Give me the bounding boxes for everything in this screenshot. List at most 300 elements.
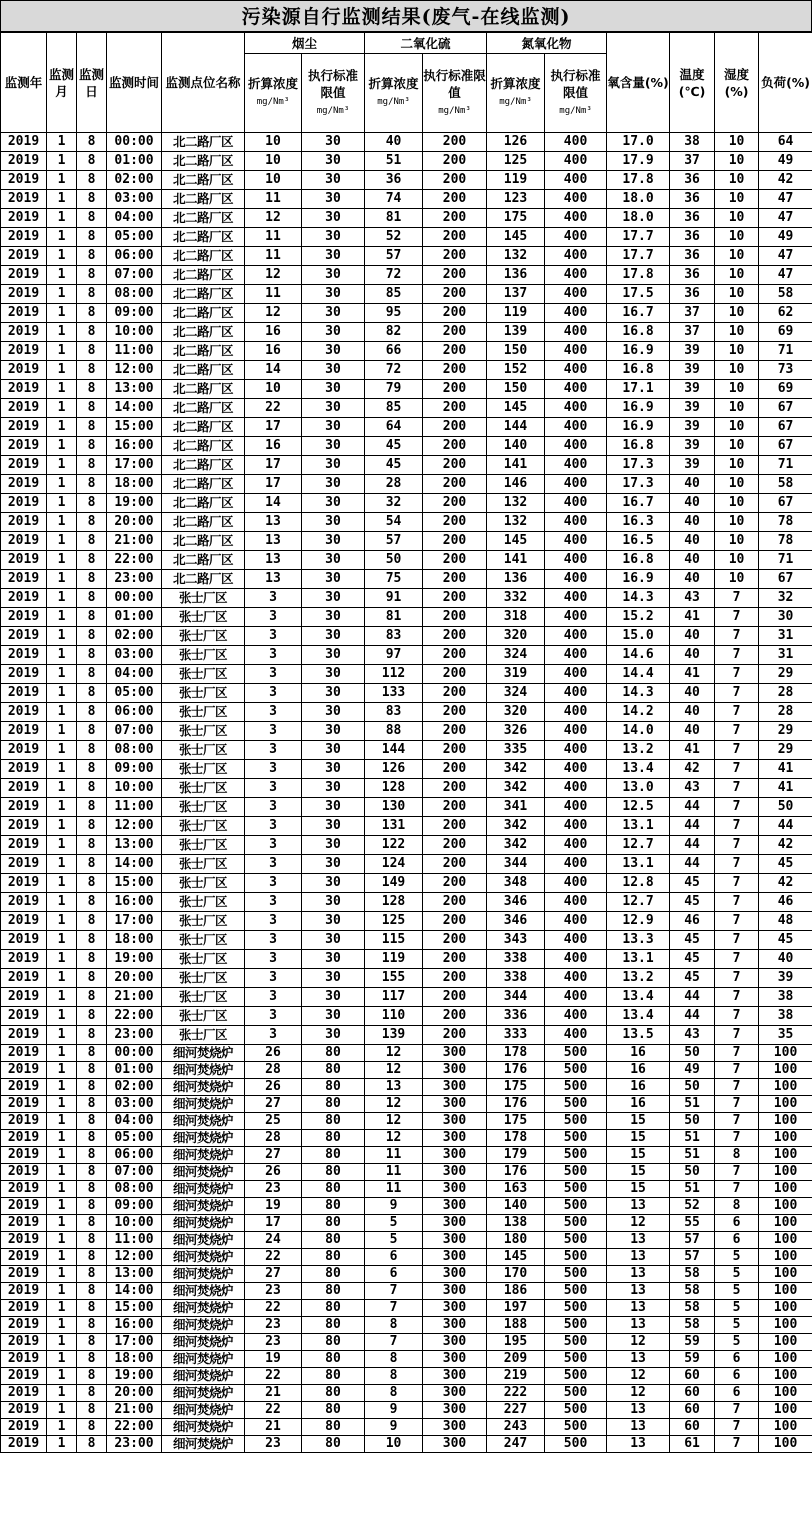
cell-day: 8 bbox=[77, 551, 107, 570]
cell-site: 张士厂区 bbox=[162, 1007, 245, 1026]
cell-oxygen: 16.9 bbox=[607, 570, 670, 589]
cell-nox-conv: 320 bbox=[487, 627, 545, 646]
cell-smoke-limit: 80 bbox=[302, 1045, 365, 1062]
cell-month: 1 bbox=[47, 247, 77, 266]
cell-smoke-conv: 16 bbox=[245, 342, 302, 361]
cell-load: 100 bbox=[759, 1385, 812, 1402]
cell-day: 8 bbox=[77, 855, 107, 874]
cell-year: 2019 bbox=[1, 760, 47, 779]
cell-humid: 10 bbox=[715, 570, 759, 589]
cell-nox-conv: 138 bbox=[487, 1215, 545, 1232]
cell-nox-conv: 139 bbox=[487, 323, 545, 342]
cell-month: 1 bbox=[47, 703, 77, 722]
cell-smoke-conv: 22 bbox=[245, 399, 302, 418]
cell-nox-conv: 326 bbox=[487, 722, 545, 741]
cell-month: 1 bbox=[47, 171, 77, 190]
cell-nox-limit: 500 bbox=[545, 1164, 607, 1181]
cell-month: 1 bbox=[47, 646, 77, 665]
cell-time: 03:00 bbox=[107, 190, 162, 209]
cell-nox-limit: 500 bbox=[545, 1283, 607, 1300]
header-so2-conv: 折算浓度 mg/Nm³ bbox=[365, 54, 423, 133]
cell-load: 100 bbox=[759, 1215, 812, 1232]
cell-so2-limit: 300 bbox=[423, 1317, 487, 1334]
cell-humid: 5 bbox=[715, 1317, 759, 1334]
cell-so2-limit: 200 bbox=[423, 646, 487, 665]
table-row bbox=[1, 494, 812, 513]
cell-load: 44 bbox=[759, 817, 812, 836]
cell-site: 北二路厂区 bbox=[162, 133, 245, 152]
cell-so2-limit: 200 bbox=[423, 931, 487, 950]
cell-oxygen: 13.2 bbox=[607, 741, 670, 760]
cell-humid: 10 bbox=[715, 475, 759, 494]
cell-time: 05:00 bbox=[107, 228, 162, 247]
cell-smoke-limit: 30 bbox=[302, 171, 365, 190]
cell-day: 8 bbox=[77, 874, 107, 893]
cell-humid: 10 bbox=[715, 190, 759, 209]
table-row bbox=[1, 589, 812, 608]
cell-month: 1 bbox=[47, 1079, 77, 1096]
cell-smoke-conv: 14 bbox=[245, 361, 302, 380]
cell-temp: 58 bbox=[670, 1300, 715, 1317]
cell-smoke-limit: 80 bbox=[302, 1198, 365, 1215]
cell-day: 8 bbox=[77, 532, 107, 551]
cell-site: 细河焚烧炉 bbox=[162, 1283, 245, 1300]
cell-smoke-limit: 80 bbox=[302, 1266, 365, 1283]
cell-oxygen: 13.0 bbox=[607, 779, 670, 798]
cell-temp: 58 bbox=[670, 1266, 715, 1283]
cell-humid: 7 bbox=[715, 1079, 759, 1096]
cell-smoke-limit: 30 bbox=[302, 247, 365, 266]
cell-month: 1 bbox=[47, 741, 77, 760]
cell-humid: 10 bbox=[715, 380, 759, 399]
cell-nox-limit: 500 bbox=[545, 1249, 607, 1266]
cell-smoke-conv: 17 bbox=[245, 1215, 302, 1232]
cell-load: 69 bbox=[759, 323, 812, 342]
cell-year: 2019 bbox=[1, 361, 47, 380]
cell-oxygen: 16.8 bbox=[607, 437, 670, 456]
cell-nox-conv: 197 bbox=[487, 1300, 545, 1317]
cell-month: 1 bbox=[47, 1283, 77, 1300]
cell-month: 1 bbox=[47, 874, 77, 893]
cell-load: 100 bbox=[759, 1096, 812, 1113]
cell-so2-conv: 9 bbox=[365, 1419, 423, 1436]
cell-month: 1 bbox=[47, 361, 77, 380]
cell-smoke-limit: 30 bbox=[302, 361, 365, 380]
cell-month: 1 bbox=[47, 931, 77, 950]
cell-temp: 40 bbox=[670, 475, 715, 494]
cell-year: 2019 bbox=[1, 874, 47, 893]
table-row bbox=[1, 1436, 812, 1453]
table-row bbox=[1, 380, 812, 399]
cell-humid: 10 bbox=[715, 342, 759, 361]
cell-humid: 10 bbox=[715, 437, 759, 456]
cell-humid: 6 bbox=[715, 1215, 759, 1232]
cell-time: 14:00 bbox=[107, 399, 162, 418]
cell-smoke-limit: 80 bbox=[302, 1402, 365, 1419]
cell-smoke-conv: 22 bbox=[245, 1402, 302, 1419]
cell-nox-conv: 144 bbox=[487, 418, 545, 437]
cell-humid: 7 bbox=[715, 1026, 759, 1045]
cell-year: 2019 bbox=[1, 266, 47, 285]
cell-temp: 40 bbox=[670, 703, 715, 722]
cell-smoke-conv: 22 bbox=[245, 1368, 302, 1385]
cell-year: 2019 bbox=[1, 1419, 47, 1436]
cell-nox-limit: 500 bbox=[545, 1266, 607, 1283]
header-humid: 湿度(%) bbox=[715, 33, 759, 133]
cell-day: 8 bbox=[77, 171, 107, 190]
cell-oxygen: 13.1 bbox=[607, 855, 670, 874]
cell-so2-limit: 300 bbox=[423, 1232, 487, 1249]
cell-so2-limit: 200 bbox=[423, 532, 487, 551]
cell-load: 69 bbox=[759, 380, 812, 399]
cell-nox-conv: 243 bbox=[487, 1419, 545, 1436]
cell-smoke-conv: 22 bbox=[245, 1249, 302, 1266]
cell-oxygen: 16.8 bbox=[607, 323, 670, 342]
cell-site: 北二路厂区 bbox=[162, 209, 245, 228]
cell-site: 北二路厂区 bbox=[162, 152, 245, 171]
cell-load: 67 bbox=[759, 437, 812, 456]
cell-load: 42 bbox=[759, 171, 812, 190]
cell-load: 47 bbox=[759, 190, 812, 209]
cell-site: 张士厂区 bbox=[162, 931, 245, 950]
cell-temp: 51 bbox=[670, 1130, 715, 1147]
cell-month: 1 bbox=[47, 551, 77, 570]
cell-day: 8 bbox=[77, 779, 107, 798]
cell-load: 28 bbox=[759, 703, 812, 722]
table-row bbox=[1, 437, 812, 456]
cell-day: 8 bbox=[77, 285, 107, 304]
cell-so2-conv: 57 bbox=[365, 532, 423, 551]
cell-smoke-limit: 30 bbox=[302, 741, 365, 760]
cell-humid: 7 bbox=[715, 798, 759, 817]
cell-load: 100 bbox=[759, 1249, 812, 1266]
cell-day: 8 bbox=[77, 380, 107, 399]
cell-time: 08:00 bbox=[107, 1181, 162, 1198]
cell-nox-conv: 123 bbox=[487, 190, 545, 209]
cell-site: 张士厂区 bbox=[162, 950, 245, 969]
cell-so2-conv: 72 bbox=[365, 266, 423, 285]
cell-site: 张士厂区 bbox=[162, 627, 245, 646]
cell-year: 2019 bbox=[1, 209, 47, 228]
cell-load: 45 bbox=[759, 855, 812, 874]
cell-load: 100 bbox=[759, 1419, 812, 1436]
header-load: 负荷(%) bbox=[759, 33, 812, 133]
cell-nox-limit: 400 bbox=[545, 684, 607, 703]
table-row bbox=[1, 684, 812, 703]
cell-temp: 40 bbox=[670, 684, 715, 703]
cell-humid: 7 bbox=[715, 608, 759, 627]
cell-time: 04:00 bbox=[107, 1113, 162, 1130]
cell-year: 2019 bbox=[1, 665, 47, 684]
cell-temp: 41 bbox=[670, 741, 715, 760]
cell-nox-limit: 400 bbox=[545, 627, 607, 646]
cell-month: 1 bbox=[47, 798, 77, 817]
cell-month: 1 bbox=[47, 760, 77, 779]
cell-temp: 39 bbox=[670, 361, 715, 380]
cell-humid: 7 bbox=[715, 1113, 759, 1130]
cell-smoke-limit: 30 bbox=[302, 152, 365, 171]
cell-so2-limit: 200 bbox=[423, 779, 487, 798]
cell-smoke-conv: 27 bbox=[245, 1147, 302, 1164]
cell-temp: 36 bbox=[670, 266, 715, 285]
cell-year: 2019 bbox=[1, 1045, 47, 1062]
cell-temp: 44 bbox=[670, 836, 715, 855]
cell-humid: 10 bbox=[715, 418, 759, 437]
cell-year: 2019 bbox=[1, 912, 47, 931]
cell-smoke-conv: 10 bbox=[245, 171, 302, 190]
cell-smoke-conv: 11 bbox=[245, 285, 302, 304]
cell-load: 67 bbox=[759, 570, 812, 589]
cell-smoke-limit: 30 bbox=[302, 627, 365, 646]
cell-year: 2019 bbox=[1, 779, 47, 798]
cell-time: 17:00 bbox=[107, 456, 162, 475]
cell-oxygen: 14.6 bbox=[607, 646, 670, 665]
cell-smoke-limit: 80 bbox=[302, 1283, 365, 1300]
table-row bbox=[1, 1402, 812, 1419]
cell-so2-limit: 200 bbox=[423, 798, 487, 817]
cell-smoke-conv: 3 bbox=[245, 950, 302, 969]
cell-temp: 39 bbox=[670, 418, 715, 437]
report-title: 污染源自行监测结果(废气-在线监测) bbox=[0, 0, 812, 32]
cell-site: 细河焚烧炉 bbox=[162, 1045, 245, 1062]
cell-so2-conv: 83 bbox=[365, 703, 423, 722]
cell-year: 2019 bbox=[1, 703, 47, 722]
cell-site: 细河焚烧炉 bbox=[162, 1436, 245, 1453]
cell-smoke-conv: 17 bbox=[245, 475, 302, 494]
cell-site: 细河焚烧炉 bbox=[162, 1164, 245, 1181]
cell-nox-conv: 346 bbox=[487, 912, 545, 931]
cell-time: 13:00 bbox=[107, 380, 162, 399]
cell-smoke-conv: 27 bbox=[245, 1266, 302, 1283]
cell-so2-conv: 11 bbox=[365, 1164, 423, 1181]
cell-so2-limit: 200 bbox=[423, 380, 487, 399]
cell-nox-limit: 400 bbox=[545, 133, 607, 152]
cell-so2-conv: 110 bbox=[365, 1007, 423, 1026]
cell-humid: 5 bbox=[715, 1283, 759, 1300]
cell-smoke-conv: 26 bbox=[245, 1164, 302, 1181]
cell-nox-limit: 400 bbox=[545, 152, 607, 171]
cell-humid: 10 bbox=[715, 532, 759, 551]
cell-so2-limit: 200 bbox=[423, 665, 487, 684]
table-row bbox=[1, 1045, 812, 1062]
cell-month: 1 bbox=[47, 1249, 77, 1266]
cell-so2-conv: 5 bbox=[365, 1232, 423, 1249]
cell-so2-limit: 200 bbox=[423, 304, 487, 323]
cell-smoke-limit: 30 bbox=[302, 817, 365, 836]
cell-nox-limit: 400 bbox=[545, 551, 607, 570]
cell-so2-conv: 12 bbox=[365, 1130, 423, 1147]
table-row bbox=[1, 874, 812, 893]
table-row bbox=[1, 627, 812, 646]
cell-temp: 45 bbox=[670, 969, 715, 988]
site-group-xihe bbox=[1, 1045, 812, 1453]
cell-site: 北二路厂区 bbox=[162, 361, 245, 380]
cell-day: 8 bbox=[77, 266, 107, 285]
cell-load: 100 bbox=[759, 1079, 812, 1096]
cell-temp: 41 bbox=[670, 665, 715, 684]
cell-month: 1 bbox=[47, 1385, 77, 1402]
cell-nox-conv: 119 bbox=[487, 171, 545, 190]
cell-so2-limit: 300 bbox=[423, 1130, 487, 1147]
cell-so2-limit: 200 bbox=[423, 228, 487, 247]
cell-nox-conv: 335 bbox=[487, 741, 545, 760]
table-row bbox=[1, 171, 812, 190]
cell-temp: 61 bbox=[670, 1436, 715, 1453]
cell-nox-conv: 342 bbox=[487, 779, 545, 798]
cell-so2-limit: 300 bbox=[423, 1164, 487, 1181]
cell-site: 细河焚烧炉 bbox=[162, 1249, 245, 1266]
cell-load: 38 bbox=[759, 1007, 812, 1026]
cell-so2-conv: 28 bbox=[365, 475, 423, 494]
cell-time: 12:00 bbox=[107, 361, 162, 380]
cell-temp: 49 bbox=[670, 1062, 715, 1079]
cell-year: 2019 bbox=[1, 494, 47, 513]
cell-site: 张士厂区 bbox=[162, 665, 245, 684]
cell-smoke-limit: 30 bbox=[302, 912, 365, 931]
table-row bbox=[1, 779, 812, 798]
table-row bbox=[1, 950, 812, 969]
cell-nox-conv: 342 bbox=[487, 760, 545, 779]
cell-so2-limit: 200 bbox=[423, 342, 487, 361]
cell-year: 2019 bbox=[1, 1266, 47, 1283]
cell-nox-conv: 344 bbox=[487, 988, 545, 1007]
cell-nox-limit: 500 bbox=[545, 1113, 607, 1130]
cell-smoke-conv: 23 bbox=[245, 1317, 302, 1334]
cell-oxygen: 13 bbox=[607, 1436, 670, 1453]
cell-time: 16:00 bbox=[107, 1317, 162, 1334]
cell-smoke-conv: 3 bbox=[245, 931, 302, 950]
cell-so2-limit: 300 bbox=[423, 1181, 487, 1198]
cell-nox-conv: 333 bbox=[487, 1026, 545, 1045]
monitoring-table bbox=[0, 32, 812, 1453]
cell-site: 张士厂区 bbox=[162, 779, 245, 798]
cell-humid: 7 bbox=[715, 1062, 759, 1079]
table-row bbox=[1, 1007, 812, 1026]
cell-year: 2019 bbox=[1, 437, 47, 456]
cell-smoke-limit: 30 bbox=[302, 456, 365, 475]
cell-so2-conv: 8 bbox=[365, 1368, 423, 1385]
cell-load: 100 bbox=[759, 1113, 812, 1130]
cell-day: 8 bbox=[77, 722, 107, 741]
cell-nox-conv: 341 bbox=[487, 798, 545, 817]
cell-nox-conv: 180 bbox=[487, 1232, 545, 1249]
cell-year: 2019 bbox=[1, 722, 47, 741]
cell-humid: 7 bbox=[715, 684, 759, 703]
cell-humid: 5 bbox=[715, 1300, 759, 1317]
cell-day: 8 bbox=[77, 608, 107, 627]
cell-day: 8 bbox=[77, 1232, 107, 1249]
cell-month: 1 bbox=[47, 1436, 77, 1453]
cell-humid: 7 bbox=[715, 1007, 759, 1026]
cell-humid: 10 bbox=[715, 361, 759, 380]
cell-smoke-conv: 3 bbox=[245, 741, 302, 760]
cell-smoke-conv: 3 bbox=[245, 646, 302, 665]
cell-nox-limit: 400 bbox=[545, 817, 607, 836]
cell-so2-conv: 45 bbox=[365, 437, 423, 456]
cell-nox-limit: 400 bbox=[545, 646, 607, 665]
cell-nox-conv: 178 bbox=[487, 1130, 545, 1147]
cell-nox-limit: 500 bbox=[545, 1130, 607, 1147]
cell-month: 1 bbox=[47, 380, 77, 399]
cell-smoke-limit: 80 bbox=[302, 1368, 365, 1385]
cell-smoke-conv: 3 bbox=[245, 760, 302, 779]
cell-smoke-limit: 30 bbox=[302, 570, 365, 589]
cell-nox-conv: 209 bbox=[487, 1351, 545, 1368]
cell-year: 2019 bbox=[1, 171, 47, 190]
cell-day: 8 bbox=[77, 893, 107, 912]
cell-load: 31 bbox=[759, 646, 812, 665]
cell-temp: 44 bbox=[670, 1007, 715, 1026]
cell-nox-conv: 318 bbox=[487, 608, 545, 627]
cell-load: 71 bbox=[759, 551, 812, 570]
cell-load: 29 bbox=[759, 665, 812, 684]
cell-humid: 10 bbox=[715, 513, 759, 532]
table-row bbox=[1, 323, 812, 342]
cell-month: 1 bbox=[47, 209, 77, 228]
cell-oxygen: 13 bbox=[607, 1283, 670, 1300]
cell-smoke-limit: 80 bbox=[302, 1300, 365, 1317]
cell-year: 2019 bbox=[1, 836, 47, 855]
cell-so2-limit: 200 bbox=[423, 1007, 487, 1026]
cell-so2-limit: 200 bbox=[423, 133, 487, 152]
cell-time: 17:00 bbox=[107, 1334, 162, 1351]
cell-site: 张士厂区 bbox=[162, 855, 245, 874]
cell-nox-limit: 400 bbox=[545, 874, 607, 893]
cell-so2-conv: 50 bbox=[365, 551, 423, 570]
cell-smoke-limit: 30 bbox=[302, 608, 365, 627]
cell-smoke-conv: 13 bbox=[245, 532, 302, 551]
cell-nox-conv: 338 bbox=[487, 950, 545, 969]
cell-time: 07:00 bbox=[107, 1164, 162, 1181]
cell-time: 04:00 bbox=[107, 209, 162, 228]
site-group-beier bbox=[1, 133, 812, 589]
cell-oxygen: 13.4 bbox=[607, 1007, 670, 1026]
cell-nox-limit: 500 bbox=[545, 1215, 607, 1232]
cell-day: 8 bbox=[77, 1283, 107, 1300]
cell-so2-conv: 12 bbox=[365, 1096, 423, 1113]
cell-temp: 43 bbox=[670, 779, 715, 798]
cell-humid: 7 bbox=[715, 1096, 759, 1113]
cell-day: 8 bbox=[77, 988, 107, 1007]
cell-smoke-limit: 80 bbox=[302, 1130, 365, 1147]
cell-site: 细河焚烧炉 bbox=[162, 1079, 245, 1096]
cell-oxygen: 16 bbox=[607, 1062, 670, 1079]
cell-so2-conv: 52 bbox=[365, 228, 423, 247]
cell-nox-limit: 500 bbox=[545, 1334, 607, 1351]
cell-time: 19:00 bbox=[107, 494, 162, 513]
cell-site: 北二路厂区 bbox=[162, 418, 245, 437]
cell-year: 2019 bbox=[1, 1300, 47, 1317]
cell-so2-limit: 300 bbox=[423, 1385, 487, 1402]
cell-temp: 45 bbox=[670, 874, 715, 893]
cell-so2-conv: 81 bbox=[365, 209, 423, 228]
cell-oxygen: 12.7 bbox=[607, 836, 670, 855]
cell-year: 2019 bbox=[1, 1007, 47, 1026]
cell-smoke-limit: 30 bbox=[302, 513, 365, 532]
table-row bbox=[1, 361, 812, 380]
cell-humid: 7 bbox=[715, 836, 759, 855]
cell-load: 50 bbox=[759, 798, 812, 817]
cell-humid: 7 bbox=[715, 988, 759, 1007]
cell-day: 8 bbox=[77, 152, 107, 171]
cell-day: 8 bbox=[77, 1079, 107, 1096]
cell-oxygen: 13.4 bbox=[607, 988, 670, 1007]
cell-temp: 40 bbox=[670, 513, 715, 532]
cell-day: 8 bbox=[77, 570, 107, 589]
cell-nox-limit: 400 bbox=[545, 323, 607, 342]
cell-nox-limit: 400 bbox=[545, 247, 607, 266]
cell-smoke-conv: 3 bbox=[245, 912, 302, 931]
